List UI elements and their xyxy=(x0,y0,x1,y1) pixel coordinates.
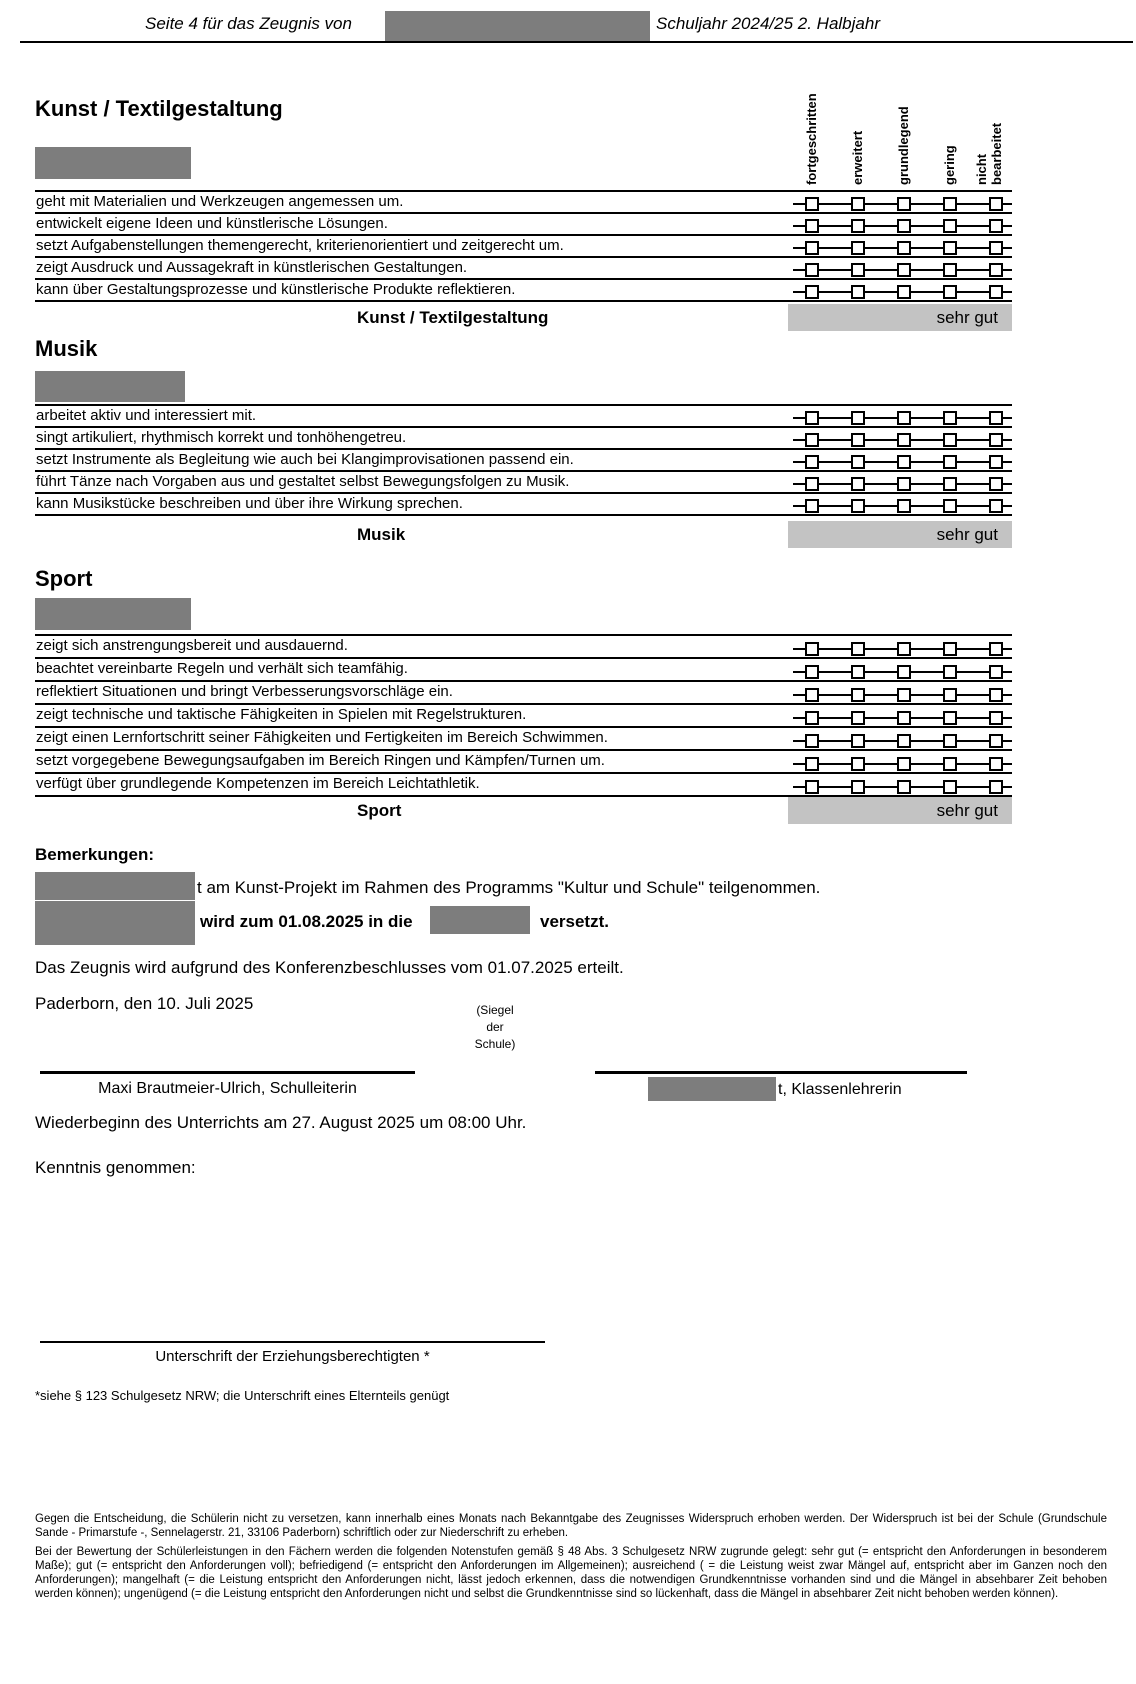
rating-checkbox[interactable] xyxy=(943,433,957,447)
rating-checkbox[interactable] xyxy=(805,780,819,794)
rating-checkbox[interactable] xyxy=(851,688,865,702)
musik-summary-label: Musik xyxy=(357,525,406,544)
rating-checkbox[interactable] xyxy=(943,499,957,513)
seal-line-2: der xyxy=(486,1020,504,1034)
rating-checkbox[interactable] xyxy=(897,219,911,233)
redacted-student-name-header xyxy=(385,11,650,41)
musik-criteria-table xyxy=(35,404,1012,516)
rating-checkbox[interactable] xyxy=(805,433,819,447)
signature-line-guardian xyxy=(40,1341,545,1343)
rating-checkbox[interactable] xyxy=(805,665,819,679)
rating-checkbox[interactable] xyxy=(805,642,819,656)
redacted-student-name-remark xyxy=(35,872,195,900)
criterion-row xyxy=(35,680,1012,703)
kunst-grade-box: sehr gut xyxy=(788,304,1012,331)
rating-checkbox[interactable] xyxy=(851,665,865,679)
criterion-text: setzt vorgegebene Bewegungsaufgaben im Bereich Ringen und Kämpfen/Turnen um. xyxy=(36,752,605,769)
criterion-text: geht mit Materialien und Werkzeugen angemessen um. xyxy=(36,193,404,210)
rating-checkbox[interactable] xyxy=(897,734,911,748)
promotion-line-part1: wird zum 01.08.2025 in die xyxy=(200,912,413,931)
rating-checkbox[interactable] xyxy=(805,734,819,748)
rating-checkbox[interactable] xyxy=(943,757,957,771)
rating-checkbox[interactable] xyxy=(989,757,1003,771)
legal-footer-paragraph-1: Gegen die Entscheidung, die Schülerin nicht zu versetzen, kann innerhalb eines Monats nach Bekanntgabe des Zeugnisses Widerspruch erhoben werden. Der Widerspruch ist bei der Schule (Grundschule Sande - Primarstufe -, Sennelagerstr. 21, 33106 Paderborn) schriftlich oder zur Niederschrift zu erheben. xyxy=(35,1513,1107,1539)
redacted-student-name-kunst xyxy=(35,147,191,179)
criterion-text: zeigt technische und taktische Fähigkeiten in Spielen mit Regelstrukturen. xyxy=(36,706,527,723)
rating-checkbox[interactable] xyxy=(897,711,911,725)
guardian-footnote: *siehe § 123 Schulgesetz NRW; die Unterschrift eines Elternteils genügt xyxy=(35,1388,450,1403)
page-header-right: Schuljahr 2024/25 2. Halbjahr xyxy=(656,14,880,33)
rating-col-grundlegend: grundlegend xyxy=(896,106,911,185)
rating-checkbox[interactable] xyxy=(851,757,865,771)
criterion-row xyxy=(35,278,1012,300)
criterion-text: kann Musikstücke beschreiben und über ihre Wirkung sprechen. xyxy=(36,495,463,512)
rating-checkbox[interactable] xyxy=(805,711,819,725)
rating-checkbox[interactable] xyxy=(989,455,1003,469)
rating-checkbox[interactable] xyxy=(897,757,911,771)
rating-checkbox[interactable] xyxy=(805,499,819,513)
rating-col-erweitert: erweitert xyxy=(850,130,865,185)
signature-caption-teacher: t, Klassenlehrerin xyxy=(778,1081,902,1098)
criterion-row xyxy=(35,492,1012,514)
rating-checkbox[interactable] xyxy=(805,688,819,702)
rating-checkbox[interactable] xyxy=(989,285,1003,299)
rating-checkbox[interactable] xyxy=(989,197,1003,211)
redacted-teacher-name xyxy=(648,1077,776,1101)
place-date-line: Paderborn, den 10. Juli 2025 xyxy=(35,994,254,1013)
rating-checkbox[interactable] xyxy=(851,433,865,447)
rating-checkbox[interactable] xyxy=(897,780,911,794)
rating-checkbox[interactable] xyxy=(989,263,1003,277)
rating-checkbox[interactable] xyxy=(943,219,957,233)
rating-checkbox[interactable] xyxy=(851,711,865,725)
criterion-row xyxy=(35,234,1012,256)
criterion-row xyxy=(35,657,1012,680)
rating-checkbox[interactable] xyxy=(805,219,819,233)
legal-footer-paragraph-2: Bei der Bewertung der Schülerleistungen in den Fächern werden die folgenden Notenstufen gemäß § 48 Abs. 3 Schulgesetz NRW zugrunde gelegt: sehr gut (= entspricht den Anforderungen in besonderem Maße); gut (= entspricht den Anforderungen voll); befriedigend (= entspricht den Anforderungen im Allgemeinen); ausreichend ( = die Leistung weist zwar Mängel auf, entspricht aber im Ganzen noch den Anforderungen); mangelhaft (= die Leistung entspricht den Anforderungen nicht, lässt jedoch erkennen, dass die notwendigen Grundkenntnisse vorhanden sind und die Mängel in absehbarer Zeit behoben werden können); ungenügend (= die Leistung entspricht den Anforderungen nicht und selbst die Grundkenntnisse sind so lückenhaft, dass die Mängel in absehbarer Zeit nicht behoben werden können). xyxy=(35,1546,1107,1600)
sport-grade-box: sehr gut xyxy=(788,797,1012,824)
rating-checkbox[interactable] xyxy=(943,197,957,211)
rating-checkbox[interactable] xyxy=(943,285,957,299)
musik-grade-box: sehr gut xyxy=(788,521,1012,548)
criterion-row xyxy=(35,726,1012,749)
rating-checkbox[interactable] xyxy=(851,197,865,211)
criterion-row xyxy=(35,772,1012,795)
acknowledged-label: Kenntnis genommen: xyxy=(35,1158,196,1177)
rating-checkbox[interactable] xyxy=(805,757,819,771)
rating-checkbox[interactable] xyxy=(851,780,865,794)
rating-checkbox[interactable] xyxy=(897,263,911,277)
rating-checkbox[interactable] xyxy=(897,642,911,656)
rating-checkbox[interactable] xyxy=(805,455,819,469)
rating-checkbox[interactable] xyxy=(805,285,819,299)
criterion-row xyxy=(35,703,1012,726)
rating-checkbox[interactable] xyxy=(851,477,865,491)
criterion-row xyxy=(35,212,1012,234)
rating-checkbox[interactable] xyxy=(989,241,1003,255)
rating-checkbox[interactable] xyxy=(943,241,957,255)
criterion-row xyxy=(35,426,1012,448)
rating-checkbox[interactable] xyxy=(897,455,911,469)
signature-caption-guardian: Unterschrift der Erziehungsberechtigten * xyxy=(155,1348,430,1365)
rating-checkbox[interactable] xyxy=(989,477,1003,491)
criterion-row xyxy=(35,190,1012,212)
sport-criteria-table xyxy=(35,634,1012,797)
rating-checkbox[interactable] xyxy=(805,477,819,491)
criterion-row xyxy=(35,448,1012,470)
criterion-text: zeigt einen Lernfortschritt seiner Fähigkeiten und Fertigkeiten im Bereich Schwimmen. xyxy=(36,729,608,746)
criterion-text: zeigt sich anstrengungsbereit und ausdauernd. xyxy=(36,637,348,654)
kunst-summary-label: Kunst / Textilgestaltung xyxy=(357,308,549,327)
rating-checkbox[interactable] xyxy=(851,263,865,277)
section-title-musik: Musik xyxy=(35,336,98,361)
rating-checkbox[interactable] xyxy=(897,285,911,299)
criterion-text: führt Tänze nach Vorgaben aus und gestaltet selbst Bewegungsfolgen zu Musik. xyxy=(36,473,570,490)
criterion-row xyxy=(35,634,1012,657)
seal-line-3: Schule) xyxy=(474,1037,516,1051)
criterion-text: singt artikuliert, rhythmisch korrekt und tonhöhengetreu. xyxy=(36,429,407,446)
rating-checkbox[interactable] xyxy=(943,263,957,277)
rating-checkbox[interactable] xyxy=(897,499,911,513)
rating-checkbox[interactable] xyxy=(851,734,865,748)
rating-checkbox[interactable] xyxy=(897,241,911,255)
redacted-student-name-promotion xyxy=(35,901,195,945)
rating-checkbox[interactable] xyxy=(989,642,1003,656)
rating-checkbox[interactable] xyxy=(989,734,1003,748)
section-title-kunst: Kunst / Textilgestaltung xyxy=(35,96,283,121)
rating-checkbox[interactable] xyxy=(943,665,957,679)
redacted-student-name-sport xyxy=(35,598,191,630)
rating-checkbox[interactable] xyxy=(805,241,819,255)
rating-checkbox[interactable] xyxy=(943,642,957,656)
criterion-row xyxy=(35,256,1012,278)
rating-col-gering: gering xyxy=(942,145,957,185)
rating-checkbox[interactable] xyxy=(989,433,1003,447)
rating-checkbox[interactable] xyxy=(989,711,1003,725)
rating-checkbox[interactable] xyxy=(943,411,957,425)
signature-line-teacher xyxy=(595,1071,967,1074)
rating-col-nicht-bearbeitet-line2: bearbeitet xyxy=(989,122,1004,185)
rating-checkbox[interactable] xyxy=(989,688,1003,702)
criterion-text: setzt Aufgabenstellungen themengerecht, kriterienorientiert und zeitgerecht um. xyxy=(36,237,564,254)
kunst-criteria-table xyxy=(35,190,1012,302)
criterion-text: verfügt über grundlegende Kompetenzen im Bereich Leichtathletik. xyxy=(36,775,480,792)
rating-checkbox[interactable] xyxy=(943,477,957,491)
rating-checkbox[interactable] xyxy=(897,688,911,702)
rating-checkbox[interactable] xyxy=(897,477,911,491)
school-restart-line: Wiederbeginn des Unterrichts am 27. August 2025 um 08:00 Uhr. xyxy=(35,1113,527,1132)
criterion-text: beachtet vereinbarte Regeln und verhält sich teamfähig. xyxy=(36,660,408,677)
section-title-sport: Sport xyxy=(35,566,93,591)
rating-checkbox[interactable] xyxy=(851,219,865,233)
remark-project-line: t am Kunst-Projekt im Rahmen des Programms "Kultur und Schule" teilgenommen. xyxy=(197,878,821,897)
conference-line: Das Zeugnis wird aufgrund des Konferenzbeschlusses vom 01.07.2025 erteilt. xyxy=(35,958,624,977)
rating-checkbox[interactable] xyxy=(805,411,819,425)
rating-checkbox[interactable] xyxy=(943,734,957,748)
school-seal-note xyxy=(440,1002,550,1053)
rating-checkbox[interactable] xyxy=(897,665,911,679)
rating-checkbox[interactable] xyxy=(805,263,819,277)
criterion-text: arbeitet aktiv und interessiert mit. xyxy=(36,407,257,424)
remarks-heading: Bemerkungen: xyxy=(35,845,155,864)
redacted-student-name-musik xyxy=(35,371,185,402)
criterion-row xyxy=(35,470,1012,492)
page-header-left: Seite 4 für das Zeugnis von xyxy=(145,14,352,33)
rating-checkbox[interactable] xyxy=(989,499,1003,513)
criterion-text: entwickelt eigene Ideen und künstlerische Lösungen. xyxy=(36,215,388,232)
promotion-line-part2: versetzt. xyxy=(540,912,609,931)
rating-checkbox[interactable] xyxy=(851,285,865,299)
rating-checkbox[interactable] xyxy=(851,455,865,469)
criterion-text: zeigt Ausdruck und Aussagekraft in künstlerischen Gestaltungen. xyxy=(36,259,468,276)
rating-col-fortgeschritten: fortgeschritten xyxy=(804,93,819,185)
signature-caption-principal: Maxi Brautmeier-Ulrich, Schulleiterin xyxy=(98,1080,357,1097)
rating-checkbox[interactable] xyxy=(897,433,911,447)
criterion-row xyxy=(35,404,1012,426)
redacted-class-name xyxy=(430,906,530,934)
rating-checkbox[interactable] xyxy=(851,499,865,513)
rating-checkbox[interactable] xyxy=(805,197,819,211)
sport-summary-label: Sport xyxy=(357,801,402,820)
rating-checkbox[interactable] xyxy=(943,780,957,794)
rating-checkbox[interactable] xyxy=(989,665,1003,679)
criterion-text: reflektiert Situationen und bringt Verbesserungsvorschläge ein. xyxy=(36,683,453,700)
rating-checkbox[interactable] xyxy=(897,411,911,425)
seal-line-1: (Siegel xyxy=(476,1003,514,1017)
rating-checkbox[interactable] xyxy=(851,241,865,255)
rating-checkbox[interactable] xyxy=(943,688,957,702)
rating-checkbox[interactable] xyxy=(943,455,957,469)
rating-col-nicht-bearbeitet xyxy=(974,57,1004,185)
rating-checkbox[interactable] xyxy=(943,711,957,725)
criterion-text: kann über Gestaltungsprozesse und künstlerische Produkte reflektieren. xyxy=(36,281,516,298)
rating-col-nicht-bearbeitet-line1: nicht xyxy=(974,153,989,185)
rating-checkbox[interactable] xyxy=(851,411,865,425)
signature-line-principal xyxy=(40,1071,415,1074)
rating-checkbox[interactable] xyxy=(989,411,1003,425)
header-rule xyxy=(20,41,1133,43)
rating-checkbox[interactable] xyxy=(851,642,865,656)
rating-checkbox[interactable] xyxy=(989,219,1003,233)
rating-checkbox[interactable] xyxy=(897,197,911,211)
criterion-text: setzt Instrumente als Begleitung wie auch bei Klangimprovisationen passend ein. xyxy=(36,451,574,468)
criterion-row xyxy=(35,749,1012,772)
rating-checkbox[interactable] xyxy=(989,780,1003,794)
